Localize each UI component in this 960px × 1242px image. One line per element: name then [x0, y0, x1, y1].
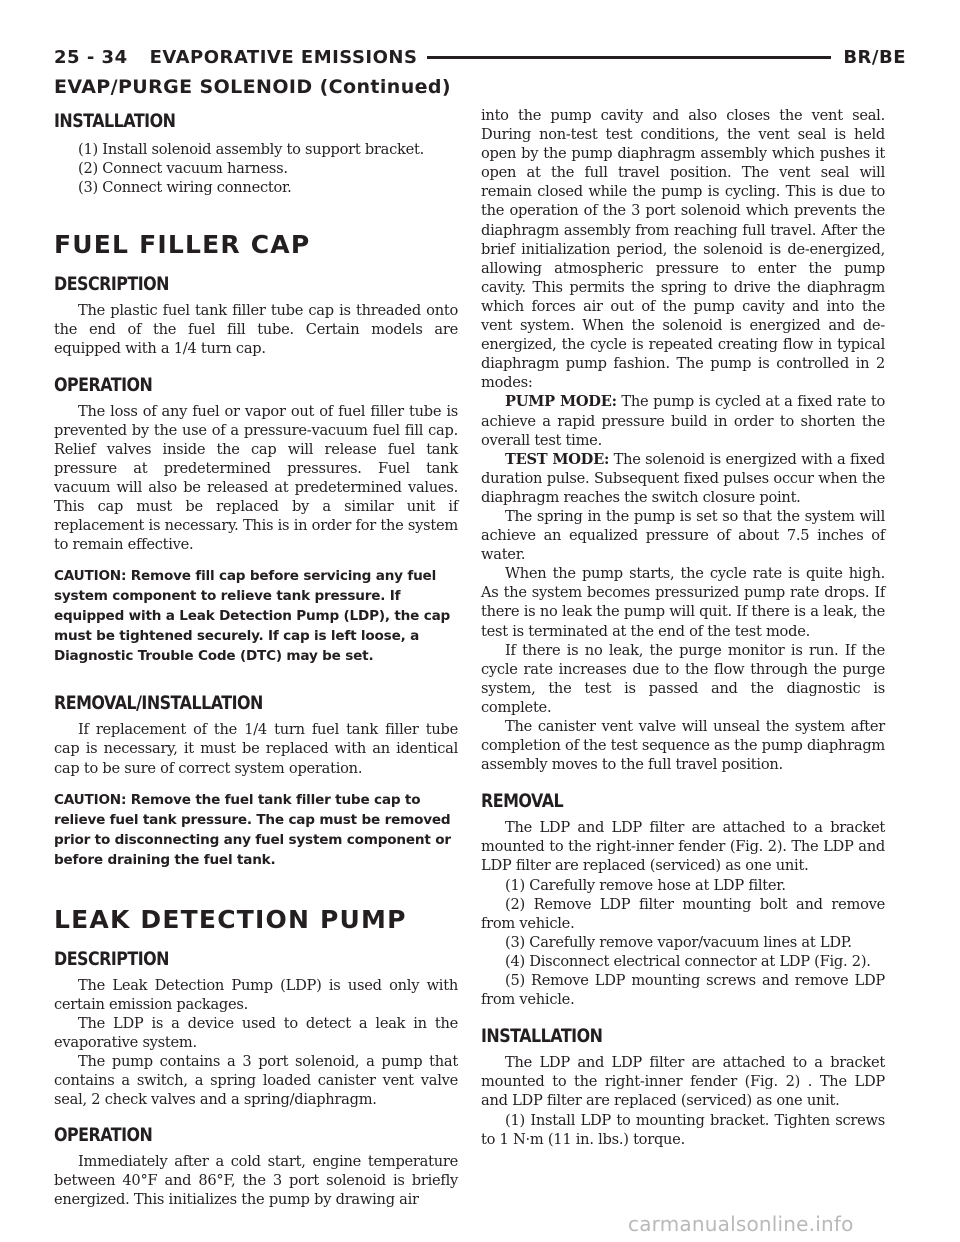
watermark: carmanualsonline.info: [628, 1212, 854, 1236]
installation-step: (1) Install LDP to mounting bracket. Tighten screws to 1 N·m (11 in. lbs.) torque.: [481, 1111, 885, 1148]
ffc-operation-heading: OPERATION: [54, 374, 153, 396]
removal-step: (1) Carefully remove hose at LDP filter.: [505, 876, 786, 894]
test-mode-paragraph: [481, 450, 885, 507]
operation-paragraph: The spring in the pump is set so that the system will achieve an equalized pressure of about 7.5 inches of water.: [481, 507, 885, 564]
ldp-installation-intro: The LDP and LDP filter are attached to a bracket mounted to the right-inner fender (Fig. 2) . The LDP and LDP filter are replaced (serviced) as one unit.: [481, 1054, 885, 1110]
ffc-description-heading: DESCRIPTION: [54, 274, 169, 296]
pump-mode-label: PUMP MODE:: [505, 393, 617, 411]
ldp-description-text: The LDP is a device used to detect a leak in the evaporative system.: [54, 1014, 458, 1051]
model-code: BR/BE: [843, 46, 906, 68]
removal-step: (5) Remove LDP mounting screws and remove LDP from vehicle.: [481, 972, 885, 1009]
ffc-operation-text: The loss of any fuel or vapor out of fuel filler tube is prevented by the use of a pressure-vacuum fuel fill cap. Relief valves inside the cap will release fuel tank pressure at predetermined pressures. Fuel tank vacuum will also be released at predetermined values. This cap must be replaced by a similar unit if replacement is necessary. This is in order for the system to remain effective.: [54, 402, 458, 554]
right-column: [481, 106, 885, 1149]
pump-mode-text: The pump is cycled at a fixed rate to achieve a rapid pressure build in order to shorten the overall test time.: [481, 393, 885, 449]
operation-paragraph: The canister vent valve will unseal the system after completion of the test sequence as the pump diaphragm assembly moves to the full travel position.: [481, 718, 885, 774]
section-title: EVAPORATIVE EMISSIONS: [149, 46, 418, 68]
pump-mode-paragraph: [481, 392, 885, 449]
ffc-description-text: The plastic fuel tank filler tube cap is threaded onto the end of the fuel fill tube. Certain models are equipped with a 1/4 turn cap.: [54, 302, 458, 358]
installation-heading: INSTALLATION: [54, 111, 176, 132]
installation-step: (3) Connect wiring connector.: [78, 179, 292, 197]
ldp-title: LEAK DETECTION PUMP: [54, 904, 407, 934]
operation-paragraph: If there is no leak, the purge monitor is run. If the cycle rate increases due to the flow through the purge system, the test is passed and the diagnostic is complete.: [481, 641, 885, 716]
ldp-installation-heading: INSTALLATION: [481, 1026, 603, 1048]
removal-step: (4) Disconnect electrical connector at LDP (Fig. 2).: [505, 952, 871, 970]
test-mode-label: TEST MODE:: [505, 450, 610, 468]
ldp-description-heading: DESCRIPTION: [54, 948, 169, 970]
continued-title: EVAP/PURGE SOLENOID (Continued): [54, 76, 451, 98]
removal-step: (3) Carefully remove vapor/vacuum lines at LDP.: [505, 933, 852, 951]
ldp-operation-heading: OPERATION: [54, 1125, 153, 1147]
left-column: [54, 110, 458, 1210]
ffc-removal-heading: REMOVAL/INSTALLATION: [54, 693, 263, 715]
ldp-operation-continued: into the pump cavity and also closes the vent seal. During non-test test conditions, the vent seal is held open by the pump diaphragm assembly which pushes it open at the full travel position. The vent seal will remain closed while the pump is cycling. This is due to the operation of the 3 port solenoid which prevents the diaphragm assembly from reaching full travel. After the brief initialization period, the solenoid is de-energized, allowing atmospheric pressure to enter the pump cavity. This permits the spring to drive the diaphragm which forces air out of the pump cavity and into the vent system. When the solenoid is energized and de-energized, the cycle is repeated creating flow in typical diaphragm pump fashion. The pump is controlled in 2 modes:: [481, 107, 885, 392]
installation-step: (1) Install solenoid assembly to support bracket.: [78, 141, 425, 158]
header-rule: [427, 56, 831, 59]
page-number: 25 - 34: [54, 46, 128, 68]
removal-step: (2) Remove LDP filter mounting bolt and remove from vehicle.: [481, 895, 885, 932]
fuel-filler-cap-title: FUEL FILLER CAP: [54, 230, 311, 260]
page-header: [54, 42, 906, 72]
ldp-description-text: The Leak Detection Pump (LDP) is used only with certain emission packages.: [54, 976, 458, 1013]
test-mode-text: The solenoid is energized with a fixed duration pulse. Subsequent fixed pulses occur when the diaphragm reaches the switch closure point.: [481, 450, 885, 506]
ffc-caution-1: CAUTION: Remove fill cap before servicing any fuel system component to relieve tank pressure. If equipped with a Leak Detection Pump (LDP), the cap must be tightened securely. If cap is left loose, a Diagnostic Trouble Code (DTC) may be set.: [54, 568, 451, 665]
ldp-description-text: The pump contains a 3 port solenoid, a pump that contains a switch, a spring loaded canister vent valve seal, 2 check valves and a spring/diaphragm.: [54, 1052, 458, 1109]
ldp-removal-heading: REMOVAL: [481, 791, 564, 813]
installation-step: (2) Connect vacuum harness.: [78, 160, 288, 178]
ldp-removal-intro: The LDP and LDP filter are attached to a bracket mounted to the right-inner fender (Fig. 2). The LDP and LDP filter are replaced (serviced) as one unit.: [481, 819, 885, 875]
ldp-operation-text: Immediately after a cold start, engine temperature between 40°F and 86°F, the 3 port solenoid is briefly energized. This initializes the pump by drawing air: [54, 1153, 458, 1209]
ffc-removal-text: If replacement of the 1/4 turn fuel tank filler tube cap is necessary, it must be replaced with an identical cap to be sure of correct system operation.: [54, 721, 458, 777]
ffc-caution-2: CAUTION: Remove the fuel tank filler tube cap to relieve fuel tank pressure. The cap must be removed prior to disconnecting any fuel system component or before draining the fuel tank.: [54, 791, 451, 868]
operation-paragraph: When the pump starts, the cycle rate is quite high. As the system becomes pressurized pump rate drops. If there is no leak the pump will quit. If there is a leak, the test is terminated at the end of the test mode.: [481, 565, 885, 640]
